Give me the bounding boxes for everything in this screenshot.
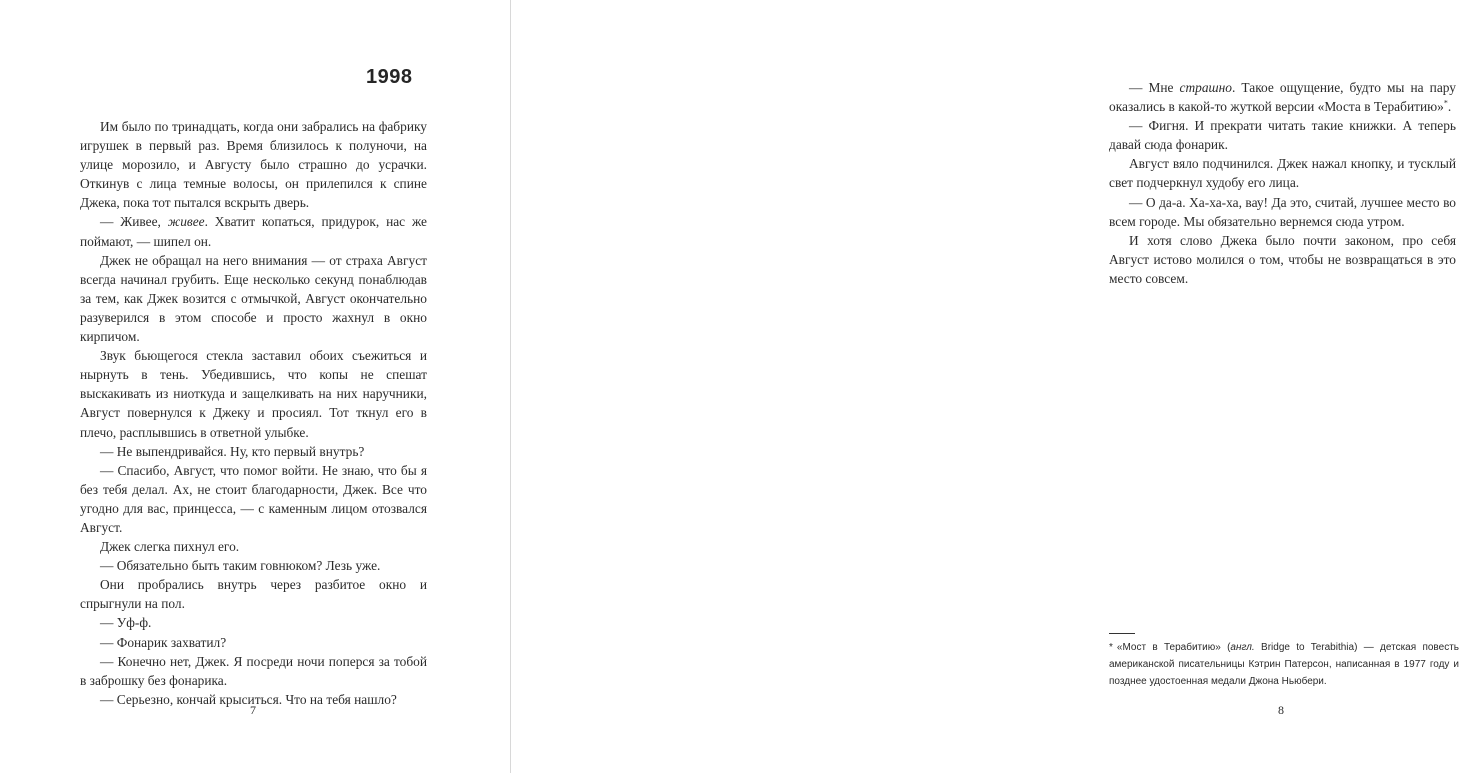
- paragraph: [80, 212, 427, 250]
- italic-span: англ.: [1230, 642, 1255, 653]
- paragraph: [1109, 231, 1456, 288]
- footnote-ref: *: [1443, 98, 1448, 108]
- footnote-text: [1109, 642, 1459, 687]
- text-span: — Живее,: [100, 214, 168, 230]
- paragraph: [1109, 116, 1456, 154]
- paragraph: [1109, 78, 1456, 116]
- paragraph: [1109, 154, 1456, 192]
- text-span: . Такое ощущение, будто мы на пару оказались в какой-то жуткой версии «Моста в Терабитию»: [1109, 80, 1456, 115]
- chapter-title: 1998: [366, 66, 413, 88]
- text-span: — Обязательно быть таким говнюком? Лезь уже.: [100, 558, 381, 574]
- paragraph: [80, 652, 427, 690]
- text-span: . Хватит копаться, придурок, нас же поймают, — шипел он.: [80, 214, 427, 249]
- paragraph: [80, 117, 427, 212]
- left-page-body: [80, 117, 427, 709]
- text-span: И хотя слово Джека было почти законом, про себя Август истово молился о том, чтобы не возвращаться в это место совсем.: [1109, 232, 1456, 286]
- paragraph: [80, 251, 427, 346]
- text-span: — Спасибо, Август, что помог войти. Не знаю, что бы я без тебя делал. Ах, не стоит благодарности, Джек. Все что угодно для вас, принцесса, — с каменным лицом отозвался Август.: [80, 462, 427, 535]
- page-number: 7: [250, 703, 256, 717]
- text-span: — Серьезно, кончай крыситься. Что на тебя нашло?: [100, 691, 397, 707]
- left-page: [0, 0, 510, 773]
- text-span: Август вяло подчинился. Джек нажал кнопку, и тусклый свет подчеркнул худобу его лица.: [1109, 156, 1456, 191]
- footnote-mark: *: [1109, 642, 1113, 653]
- text-span: «Мост в Терабитию» (: [1116, 642, 1231, 653]
- text-span: — Фигня. И прекрати читать такие книжки. А теперь давай сюда фонарик.: [1109, 118, 1456, 153]
- text-span: — Не выпендривайся. Ну, кто первый внутрь?: [100, 443, 365, 459]
- italic-span: живее: [167, 214, 205, 230]
- text-span: — Конечно нет, Джек. Я посреди ночи поперся за тобой в заброшку без фонарика.: [80, 653, 427, 688]
- text-span: Джек не обращал на него внимания — от страха Август всегда начинал грубить. Еще несколько секунд понаблюдав за тем, как Джек возится с отмычкой, Август окончательно разуверился в этом способе и просто жахнул в окно кирпичом.: [80, 252, 427, 345]
- paragraph: [80, 633, 427, 652]
- italic-span: страшно: [1179, 80, 1232, 95]
- paragraph: [80, 442, 427, 461]
- paragraph: [1109, 193, 1456, 231]
- text-span: Им было по тринадцать, когда они забрались на фабрику игрушек в первый раз. Время близилось к полуночи, на улице морозило, и Августу было страшно до усрачки. Откинув с лица темные волосы, он прилепился к спине Джека, пока тот пытался вскрыть дверь.: [80, 119, 427, 211]
- text-span: — Фонарик захватил?: [100, 634, 227, 650]
- text-span: — О да-а. Ха-ха-ха, вау! Да это, считай, лучшее место во всем городе. Мы обязательно вернемся сюда утром.: [1109, 194, 1456, 229]
- footnote-rule: [1109, 633, 1135, 634]
- paragraph: [80, 461, 427, 537]
- right-page-body: [1109, 78, 1456, 288]
- paragraph: [80, 556, 427, 575]
- text-span: Bridge to Terabithia) — детская повесть американской писательницы Кэтрин Патерсон, написанная в 1977 году и позднее удостоенная медали Джона Ньюбери.: [1109, 642, 1459, 687]
- paragraph: [80, 613, 427, 632]
- text-span: .: [1447, 99, 1452, 115]
- footnote: [1109, 640, 1459, 690]
- gutter-divider: [510, 0, 511, 773]
- paragraph: [80, 575, 427, 613]
- text-span: — Уф-ф.: [100, 615, 152, 631]
- text-span: Звук бьющегося стекла заставил обоих съежиться и нырнуть в тень. Убедившись, что копы не спешат выскакивать из ниоткуда и защелкивать на них наручники, Август повернулся к Джеку и просиял. Тот ткнул его в плечо, расплывшись в ответной улыбке.: [80, 348, 427, 440]
- text-span: Они пробрались внутрь через разбитое окно и спрыгнули на пол.: [80, 577, 427, 612]
- text-span: — Мне: [1129, 80, 1180, 95]
- text-span: Джек слегка пихнул его.: [100, 539, 240, 555]
- right-page: [512, 0, 1459, 773]
- paragraph: [80, 537, 427, 556]
- paragraph: [80, 346, 427, 441]
- page-number: 8: [1278, 703, 1284, 717]
